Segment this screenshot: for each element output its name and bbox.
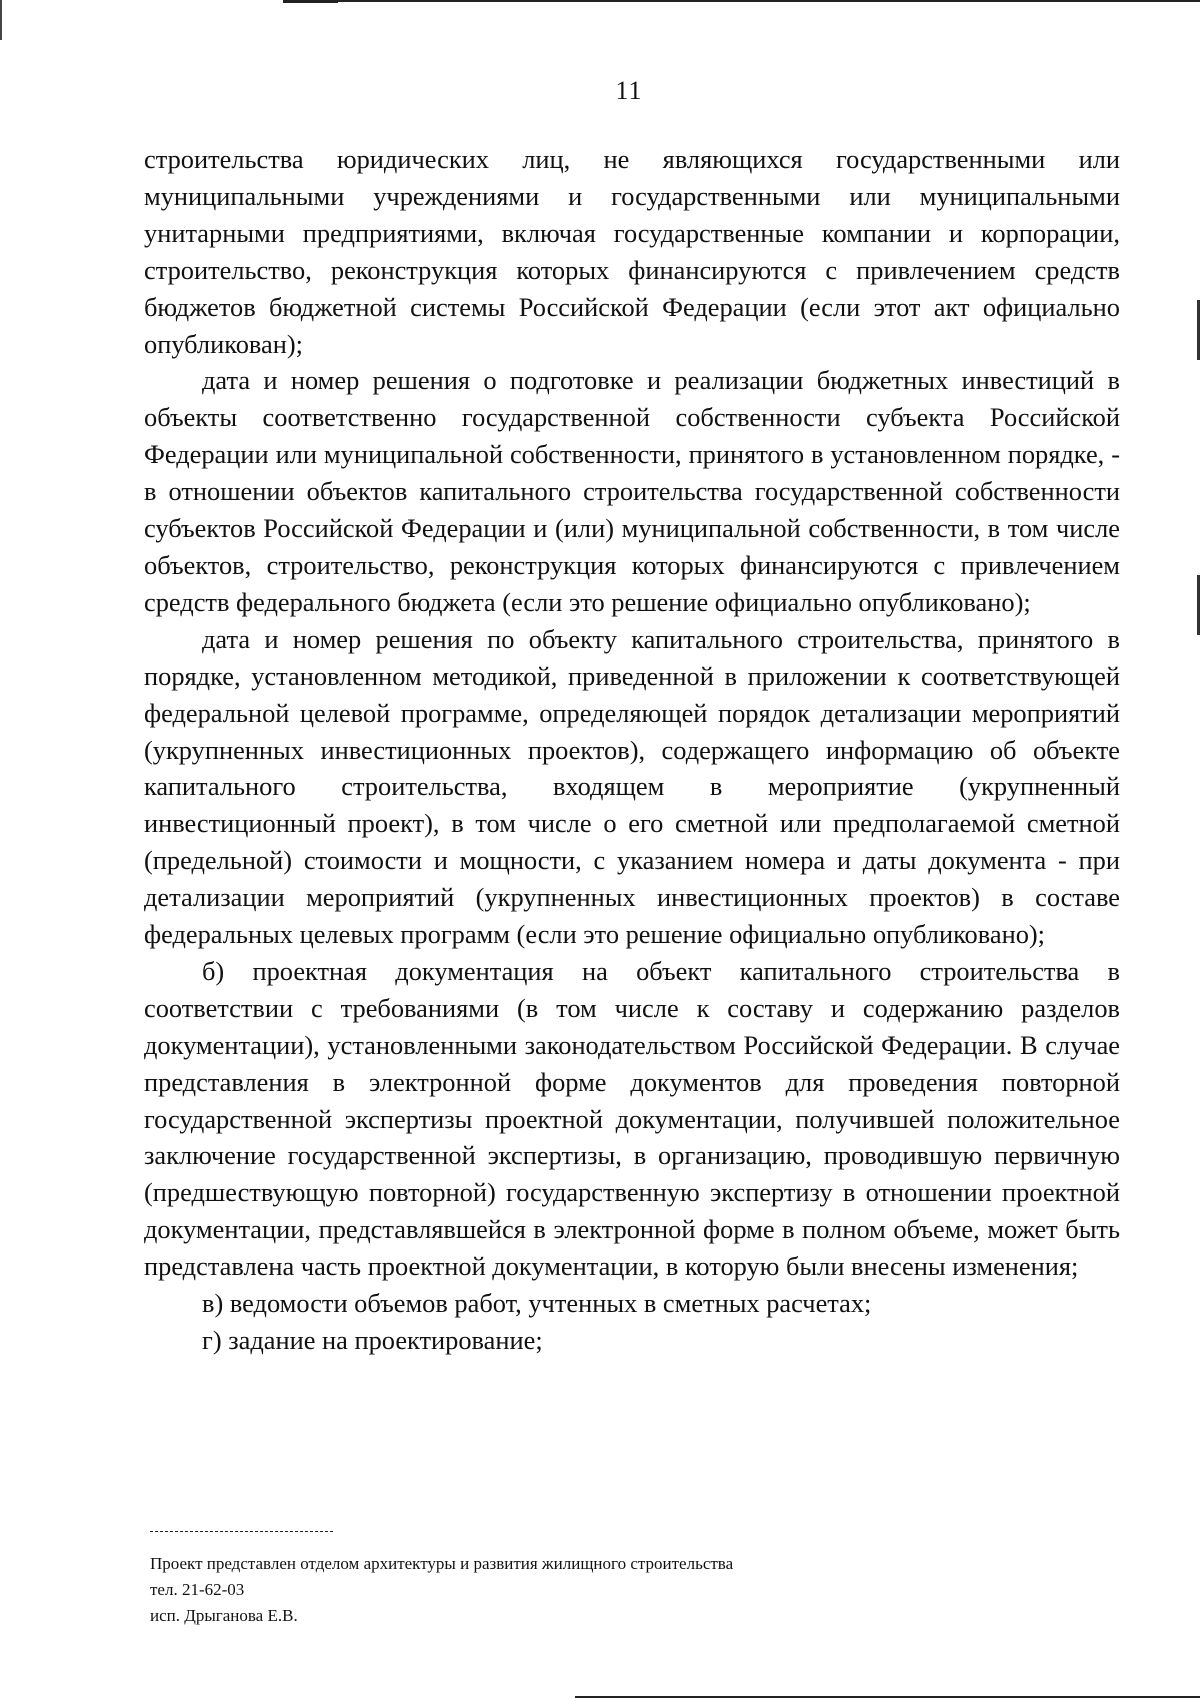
- page-number: 11: [615, 76, 643, 105]
- footer-department: Проект представлен отделом архитектуры и развития жилищного строительства: [150, 1554, 734, 1573]
- paragraph: дата и номер решения по объекту капитального строительства, принятого в порядке, установленном методикой, приведенной в приложении к соответствующей федеральной целевой программе, определяющей порядок детализации мероприятий (укрупненных инвестиционных проектов), содержащего информацию об объекте капитального строительства, входящем в мероприятие (укрупненный инвестиционный проект), в том числе о его сметной или предполагаемой сметной (предельной) стоимости и мощности, с указанием номера и даты документа - при детализации мероприятий (укрупненных инвестиционных проектов) в составе федеральных целевых программ (если это решение официально опубликовано);: [144, 623, 1120, 950]
- paragraph-item-v: в) ведомости объемов работ, учтенных в сметных расчетах;: [202, 1288, 872, 1319]
- footer-separator: [150, 1531, 333, 1532]
- paragraph: дата и номер решения о подготовке и реализации бюджетных инвестиций в объекты соответственно государственной собственности субъекта Российской Федерации или муниципальной собственности, принятого в установленном порядке, - в отношении объектов капитального строительства государственной собственности субъектов Российской Федерации и (или) муниципальной собственности, в том числе объектов, строительство, реконструкция которых финансируются с привлечением средств федерального бюджета (если это решение официально опубликовано);: [144, 365, 1120, 617]
- paragraph: строительства юридических лиц, не являющихся государственными или муниципальными учреждениями и государственными или муниципальными унитарными предприятиями, включая государственные компании и корпорации, строительство, реконструкция которых финансируются с привлечением средств бюджетов бюджетной системы Российской Федерации (если этот акт официально опубликован);: [144, 144, 1120, 359]
- footer-note: [150, 1551, 950, 1629]
- document-body: [144, 141, 1120, 1359]
- scan-artifact-top: [285, 0, 1200, 2]
- scan-artifact-left-edge: [0, 0, 2, 40]
- paragraph-item-b: б) проектная документация на объект капитального строительства в соответствии с требованиями (в том числе к составу и содержанию разделов документации), установленными законодательством Российской Федерации. В случае представления в электронной форме документов для проведения повторной государственной экспертизы проектной документации, получившей положительное заключение государственной экспертизы, в организацию, проводившую первичную (предшествующую повторной) государственную экспертизу в отношении проектной документации, представлявшейся в электронной форме в полном объеме, может быть представлена часть проектной документации, в которую были внесены изменения;: [144, 955, 1120, 1282]
- footer-phone: тел. 21-62-03: [150, 1580, 245, 1599]
- paragraph-item-g: г) задание на проектирование;: [202, 1325, 543, 1355]
- footer-executor: исп. Дрыганова Е.В.: [150, 1606, 298, 1625]
